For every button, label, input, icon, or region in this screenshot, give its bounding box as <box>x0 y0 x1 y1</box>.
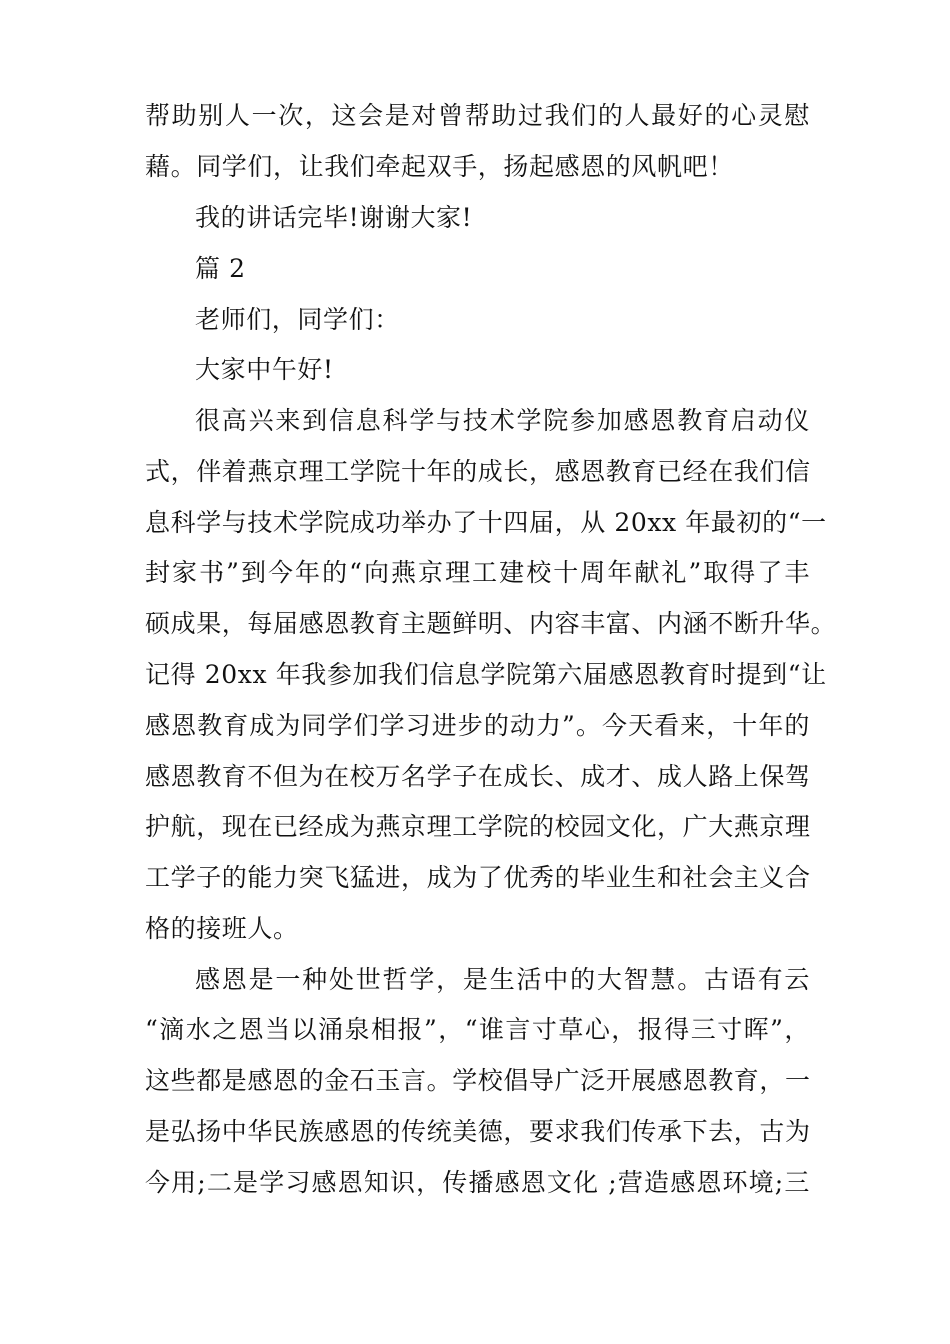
paragraph-line: 是弘扬中华民族感恩的传统美德，要求我们传承下去，古为 <box>145 1117 811 1146</box>
greeting-line: 大家中午好! <box>195 355 334 384</box>
paragraph-line: 工学子的能力突飞猛进，成为了优秀的毕业生和社会主义合 <box>145 863 811 892</box>
paragraph-line: 息科学与技术学院成功举办了十四届，从 20xx 年最初的“一 <box>145 508 827 537</box>
paragraph-line: 感恩教育成为同学们学习进步的动力”。今天看来，十年的 <box>145 711 810 740</box>
paragraph-line: 格的接班人。 <box>145 914 299 943</box>
paragraph-line: 帮助别人一次，这会是对曾帮助过我们的人最好的心灵慰 <box>145 101 810 130</box>
paragraph-line: 硕成果，每届感恩教育主题鲜明、内容丰富、内涵不断升华。 <box>145 609 837 638</box>
paragraph-line: 感恩教育不但为在校万名学子在成长、成才、成人路上保驾 <box>145 762 811 791</box>
paragraph-line: 记得 20xx 年我参加我们信息学院第六届感恩教育时提到“让 <box>145 660 827 689</box>
paragraph-line: 藉。同学们，让我们牵起双手，扬起感恩的风帆吧！ <box>145 152 734 181</box>
closing-line: 我的讲话完毕!谢谢大家! <box>195 203 473 232</box>
paragraph-line: 护航，现在已经成为燕京理工学院的校园文化，广大燕京理 <box>145 812 811 841</box>
paragraph-line: 封家书”到今年的“向燕京理工建校十周年献礼”取得了丰 <box>145 558 810 587</box>
paragraph-line: “滴水之恩当以涌泉相报”，“谁言寸草心，报得三寸晖”， <box>145 1015 810 1044</box>
paragraph-line: 感恩是一种处世哲学，是生活中的大智慧。古语有云 <box>195 965 810 994</box>
paragraph-line: 式，伴着燕京理工学院十年的成长，感恩教育已经在我们信 <box>145 457 811 486</box>
section-heading: 篇 2 <box>195 254 246 283</box>
salutation-line: 老师们，同学们： <box>195 305 400 334</box>
paragraph-line: 这些都是感恩的金石玉言。学校倡导广泛开展感恩教育，一 <box>145 1066 811 1095</box>
paragraph-line: 很高兴来到信息科学与技术学院参加感恩教育启动仪 <box>195 406 810 435</box>
paragraph-line: 今用;二是学习感恩知识，传播感恩文化 ;营造感恩环境;三 <box>145 1168 810 1197</box>
